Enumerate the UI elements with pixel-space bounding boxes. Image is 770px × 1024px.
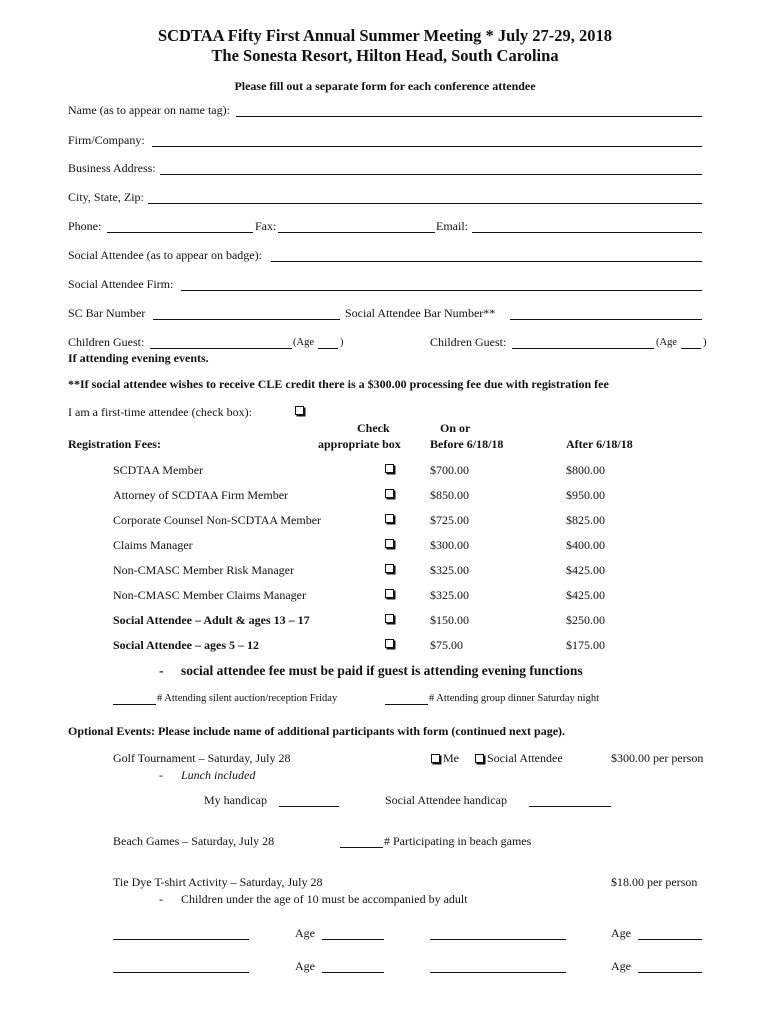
tie-dye-label: Tie Dye T-shirt Activity – Saturday, July 28 xyxy=(113,875,323,889)
group-dinner-count-field[interactable] xyxy=(385,704,428,705)
golf-social-label: Social Attendee xyxy=(487,751,563,765)
firm-field[interactable] xyxy=(152,146,702,147)
participant-age-label: Age xyxy=(611,959,631,973)
social-attendee-firm-label: Social Attendee Firm: xyxy=(68,277,174,291)
firm-label: Firm/Company: xyxy=(68,133,145,147)
golf-dash: - xyxy=(159,768,163,782)
participant-age-label: Age xyxy=(611,926,631,940)
my-handicap-label: My handicap xyxy=(204,793,267,807)
participant-age-field[interactable] xyxy=(638,972,702,973)
silent-auction-label: # Attending silent auction/reception Friday xyxy=(157,693,338,704)
col-before-header-2: Before 6/18/18 xyxy=(430,437,504,451)
participant-age-field[interactable] xyxy=(638,939,702,940)
email-field[interactable] xyxy=(472,232,702,233)
participant-name-field[interactable] xyxy=(430,972,566,973)
col-before-header-1: On or xyxy=(440,421,471,435)
social-attendee-firm-field[interactable] xyxy=(181,290,702,291)
fee-after: $800.00 xyxy=(566,463,605,477)
fee-label: Claims Manager xyxy=(113,538,193,552)
fee-before: $850.00 xyxy=(430,488,469,502)
tie-dye-price: $18.00 per person xyxy=(611,875,698,889)
fee-after: $400.00 xyxy=(566,538,605,552)
col-after-header: After 6/18/18 xyxy=(566,437,633,451)
golf-price: $300.00 per person xyxy=(611,751,704,765)
fee-label: SCDTAA Member xyxy=(113,463,204,477)
golf-me-checkbox[interactable] xyxy=(431,754,440,763)
fee-after: $250.00 xyxy=(566,613,605,627)
form-subtitle: The Sonesta Resort, Hilton Head, South Carolina xyxy=(211,46,559,65)
golf-label: Golf Tournament – Saturday, July 28 xyxy=(113,751,291,765)
golf-me-label: Me xyxy=(443,751,459,765)
business-address-field[interactable] xyxy=(160,174,702,175)
children-guest-field-1[interactable] xyxy=(150,348,292,349)
business-address-label: Business Address: xyxy=(68,161,156,175)
golf-me-option[interactable] xyxy=(431,751,459,766)
participant-name-field[interactable] xyxy=(113,972,249,973)
fee-checkbox[interactable] xyxy=(385,639,394,648)
lunch-included: Lunch included xyxy=(181,768,256,782)
form-instruction: Please fill out a separate form for each conference attendee xyxy=(234,79,536,93)
fee-checkbox[interactable] xyxy=(385,589,394,598)
beach-games-label: Beach Games – Saturday, July 28 xyxy=(113,834,275,848)
social-handicap-label: Social Attendee handicap xyxy=(385,793,507,807)
social-bar-number-field[interactable] xyxy=(510,319,702,320)
fee-checkbox[interactable] xyxy=(385,489,394,498)
participant-age-label: Age xyxy=(295,959,315,973)
sc-bar-number-label: SC Bar Number xyxy=(68,306,146,320)
children-age-field-1[interactable] xyxy=(318,348,338,349)
my-handicap-field[interactable] xyxy=(279,806,339,807)
social-handicap-field[interactable] xyxy=(529,806,611,807)
fee-after: $825.00 xyxy=(566,513,605,527)
fee-after: $950.00 xyxy=(566,488,605,502)
col-check-header-1: Check xyxy=(357,421,390,435)
fee-label: Attorney of SCDTAA Firm Member xyxy=(113,488,289,502)
participant-age-field[interactable] xyxy=(322,972,384,973)
fee-label: Non-CMASC Member Claims Manager xyxy=(113,588,306,602)
silent-auction-count-field[interactable] xyxy=(113,704,156,705)
fee-checkbox[interactable] xyxy=(385,614,394,623)
beach-games-count-label: # Participating in beach games xyxy=(384,834,532,848)
name-field[interactable] xyxy=(236,116,702,117)
city-state-zip-label: City, State, Zip: xyxy=(68,190,144,204)
fee-checkbox[interactable] xyxy=(385,539,394,548)
golf-social-option[interactable] xyxy=(475,751,563,766)
fee-label: Corporate Counsel Non-SCDTAA Member xyxy=(113,513,322,527)
phone-label: Phone: xyxy=(68,219,102,233)
registration-fees-heading: Registration Fees: xyxy=(68,437,161,451)
fee-checkbox[interactable] xyxy=(385,464,394,473)
participant-age-label: Age xyxy=(295,926,315,940)
first-time-label: I am a first-time attendee (check box): xyxy=(68,405,252,419)
fee-checkbox[interactable] xyxy=(385,564,394,573)
children-guest-field-2[interactable] xyxy=(512,348,654,349)
tie-dye-note: Children under the age of 10 must be accompanied by adult xyxy=(181,892,468,906)
col-check-header-2: appropriate box xyxy=(318,437,401,451)
children-age-field-2[interactable] xyxy=(681,348,701,349)
fee-before: $700.00 xyxy=(430,463,469,477)
fee-before: $325.00 xyxy=(430,588,469,602)
optional-events-heading: Optional Events: Please include name of additional participants with form (continued next page). xyxy=(68,724,566,738)
social-fee-dash: - xyxy=(159,663,164,678)
social-bar-number-label: Social Attendee Bar Number** xyxy=(345,306,496,320)
fax-label: Fax: xyxy=(255,219,277,233)
fee-label: Social Attendee – Adult & ages 13 – 17 xyxy=(113,613,310,627)
fee-before: $75.00 xyxy=(430,638,463,652)
fee-checkbox[interactable] xyxy=(385,514,394,523)
fee-label: Social Attendee – ages 5 – 12 xyxy=(113,638,259,652)
fee-before: $150.00 xyxy=(430,613,469,627)
social-attendee-label: Social Attendee (as to appear on badge): xyxy=(68,248,262,262)
group-dinner-label: # Attending group dinner Saturday night xyxy=(429,693,600,704)
participant-age-field[interactable] xyxy=(322,939,384,940)
fee-after: $425.00 xyxy=(566,588,605,602)
age-close-2: ) xyxy=(703,337,707,348)
evening-note: If attending evening events. xyxy=(68,351,209,365)
cle-note: **If social attendee wishes to receive CLE credit there is a $300.00 processing fee due with registration fee xyxy=(68,377,609,391)
first-time-checkbox[interactable] xyxy=(295,406,304,415)
fee-before: $300.00 xyxy=(430,538,469,552)
social-fee-note: social attendee fee must be paid if guest is attending evening functions xyxy=(181,663,583,678)
beach-games-count-field[interactable] xyxy=(340,847,383,848)
age-open-2: (Age xyxy=(656,337,677,348)
age-open-1: (Age xyxy=(293,337,314,348)
name-label: Name (as to appear on name tag): xyxy=(68,103,230,117)
golf-social-checkbox[interactable] xyxy=(475,754,484,763)
city-state-zip-field[interactable] xyxy=(148,203,702,204)
fee-after: $175.00 xyxy=(566,638,605,652)
sc-bar-number-field[interactable] xyxy=(153,319,340,320)
children-guest-label-2: Children Guest: xyxy=(430,335,507,349)
social-attendee-field[interactable] xyxy=(271,261,702,262)
fax-field[interactable] xyxy=(278,232,435,233)
tie-dye-dash: - xyxy=(159,892,163,906)
age-close-1: ) xyxy=(340,337,344,348)
children-guest-label-1: Children Guest: xyxy=(68,335,145,349)
email-label: Email: xyxy=(436,219,468,233)
participant-name-field[interactable] xyxy=(113,939,249,940)
phone-field[interactable] xyxy=(107,232,253,233)
participant-name-field[interactable] xyxy=(430,939,566,940)
fee-before: $325.00 xyxy=(430,563,469,577)
fee-after: $425.00 xyxy=(566,563,605,577)
form-title: SCDTAA Fifty First Annual Summer Meeting * July 27-29, 2018 xyxy=(157,26,613,45)
fee-label: Non-CMASC Member Risk Manager xyxy=(113,563,294,577)
fee-before: $725.00 xyxy=(430,513,469,527)
